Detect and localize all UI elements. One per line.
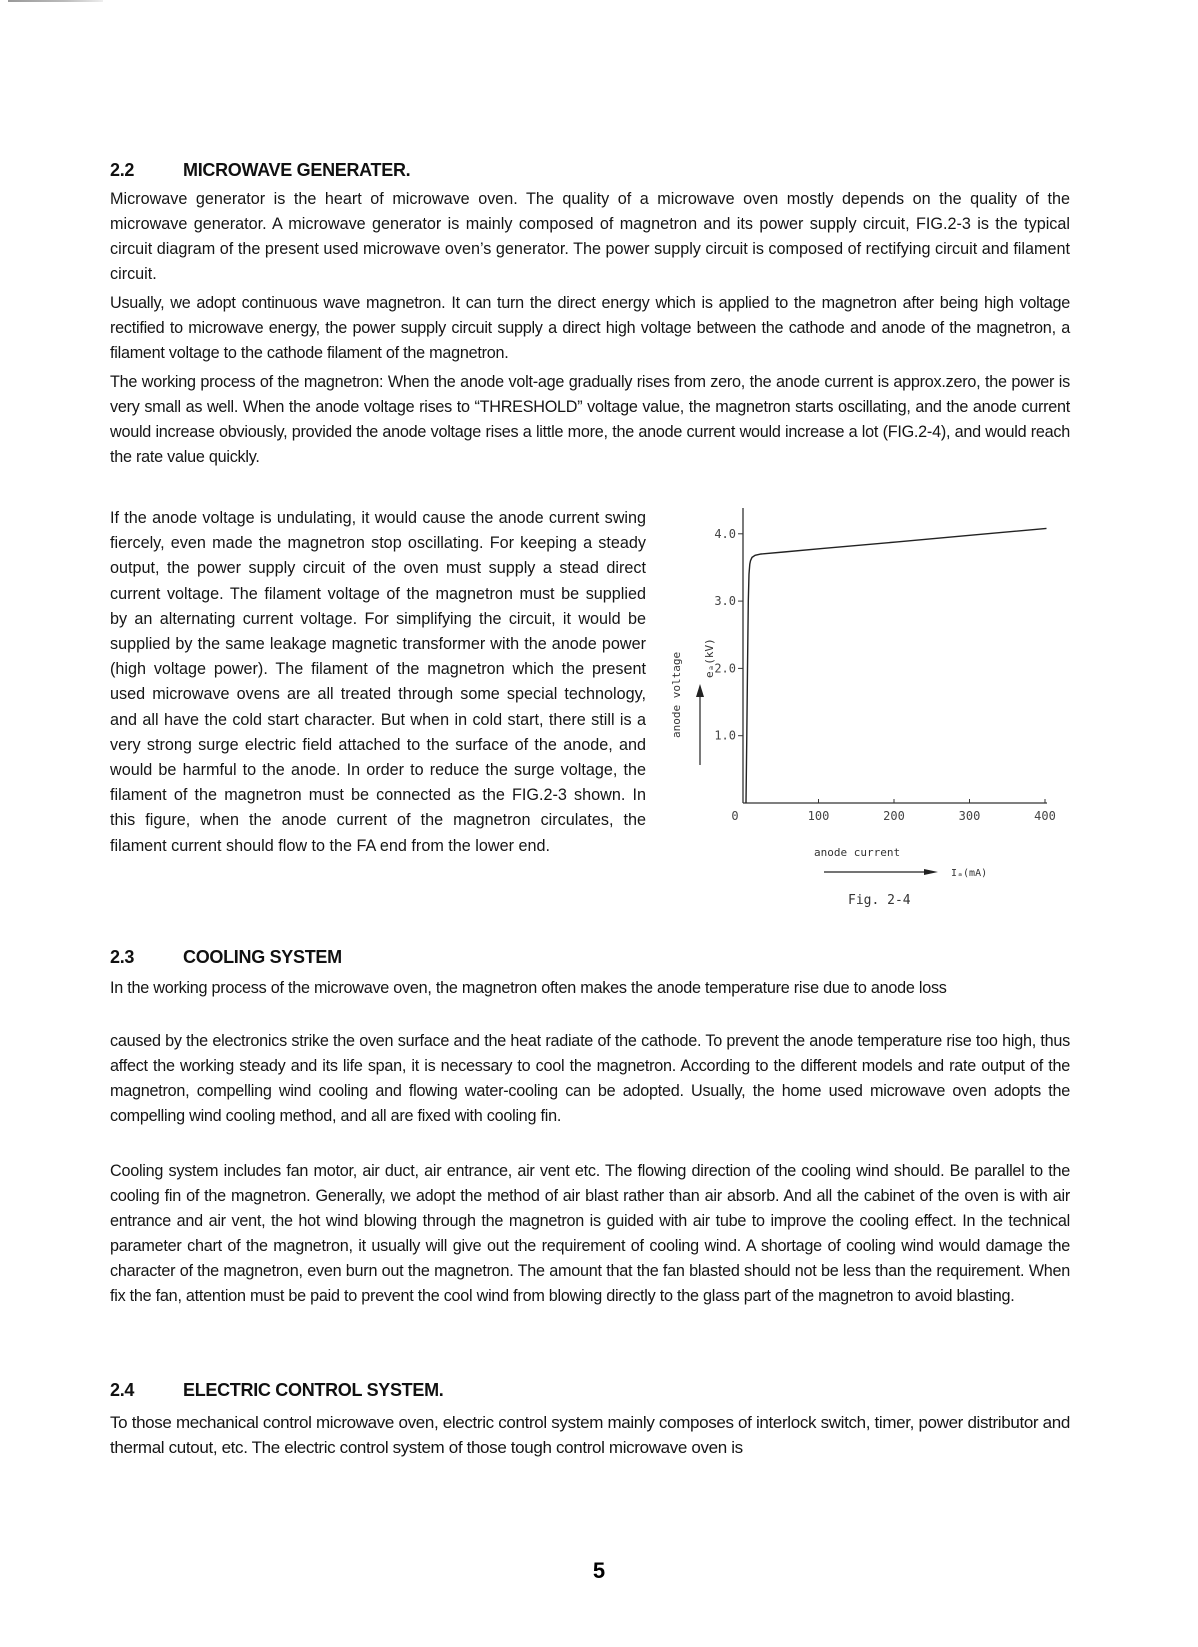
scan-artifact — [8, 0, 103, 2]
section-number: 2.4 — [110, 1380, 135, 1400]
y-axis-unit: eₐ(kV) — [703, 638, 716, 678]
section-heading-2-3 — [110, 947, 342, 968]
chart-series-line — [746, 528, 1047, 803]
x-tick-label: 100 — [807, 809, 830, 823]
x-tick-label: 0 — [731, 809, 739, 823]
paragraph: Microwave generator is the heart of microwave oven. The quality of a microwave oven mostly depends on the quality of the microwave generator. A microwave generator is mainly composed of magnetron and its power supply circuit, FIG.2-3 is the typical circuit diagram of the present used microwave oven’s generator. The power supply circuit is composed of rectifying circuit and filament circuit. — [110, 190, 1070, 283]
figure-2-4-chart — [660, 500, 1060, 920]
y-tick-label: 2.0 — [714, 661, 736, 676]
y-tick-label: 4.0 — [714, 526, 736, 541]
y-axis-arrow-head — [696, 684, 704, 697]
figure-caption: Fig. 2-4 — [848, 893, 911, 908]
section-heading-2-2 — [110, 160, 410, 181]
paragraph: caused by the electronics strike the oven surface and the heat radiate of the cathode. To prevent the anode temperature rise too high, thus affect the working steady and its life span, it is necessary to cool the magnetron. According to the different models and rate output of the magnetron, compelling wind cooling and flowing water-cooling can be adopted. Usually, the home used microwave oven adopts the compelling wind cooling method, and all are fixed with cooling fin. — [110, 1032, 1070, 1125]
x-axis-arrow-head — [924, 869, 938, 875]
x-tick-label: 300 — [958, 809, 981, 823]
paragraph: To those mechanical control microwave oven, electric control system mainly composes of interlock switch, timer, power distributor and thermal cutout, etc. The electric control system of those tough control microwave oven is — [110, 1413, 1070, 1457]
paragraph: Cooling system includes fan motor, air duct, air entrance, air vent etc. The flowing direction of the cooling wind should. Be parallel to the cooling fin of the magnetron. Generally, we adopt the method of air blast rather than air absorb. And all the cabinet of the oven is with air entrance and air vent, the hot wind blowing through the magnetron is guided with air tube to improve the cooling effect. In the technical parameter chart of the magnetron, it usually will give out the requirement of cooling wind. A shortage of cooling wind would damage the character of the magnetron, even burn out the magnetron. The amount that the fan blasted should not be less than the requirement. When fix the fan, attention must be paid to prevent the cool wind from blowing directly to the glass part of the magnetron to avoid blasting. — [110, 1162, 1070, 1305]
section-heading-2-4 — [110, 1380, 443, 1401]
section-number: 2.3 — [110, 947, 135, 967]
y-axis-label: anode voltage — [670, 651, 683, 738]
section-title: ELECTRIC CONTROL SYSTEM. — [183, 1380, 444, 1400]
y-tick-label: 1.0 — [714, 728, 736, 743]
section-number: 2.2 — [110, 160, 135, 180]
paragraph: In the working process of the microwave oven, the magnetron often makes the anode temperature rise due to anode loss — [110, 979, 947, 997]
section-title: COOLING SYSTEM — [183, 947, 342, 967]
page-number: 5 — [592, 1558, 606, 1583]
y-tick-label: 3.0 — [714, 594, 736, 609]
x-axis-label: anode current — [814, 846, 901, 859]
section-title: MICROWAVE GENERATER. — [183, 160, 411, 180]
x-tick-label: 200 — [883, 809, 905, 823]
x-axis-unit: Iₐ(mA) — [951, 868, 988, 879]
paragraph: The working process of the magnetron: When the anode volt-age gradually rises from zero, the anode current is approx.zero, the power is very small as well. When the anode voltage rises to “THRESHOLD” voltage value, the magnetron starts oscillating, and the anode current would increase obviously, provided the anode voltage rises a little more, the anode current would increase a lot (FIG.2-4), and would reach the rate value quickly. — [110, 373, 1070, 466]
paragraph: Usually, we adopt continuous wave magnetron. It can turn the direct energy which is applied to the magnetron after being high voltage rectified to microwave energy, the power supply circuit supply a direct high voltage between the cathode and anode of the magnetron, a filament voltage to the cathode filament of the magnetron. — [110, 294, 1070, 362]
y-ticks — [714, 527, 743, 743]
paragraph: If the anode voltage is undulating, it would cause the anode current swing fiercely, even made the magnetron stop oscillating. For keeping a steady output, the power supply circuit of the oven must supply a stead direct current voltage. The filament voltage of the magnetron must be supplied by an alternating current voltage. For simplifying the circuit, it would be supplied by the same leakage magnetic transformer with the anode power (high voltage power). The filament of the magnetron which the present used microwave ovens are all treated through some special technology, and all have the cold start character. But when in cold start, there still is a very strong surge electric field attached to the surface of the anode, and would be harmful to the anode. In order to reduce the surge voltage, the filament of the magnetron must be connected as the FIG.2-3 shown. In this figure, when the anode current of the magnetron circulates, the filament current should flow to the FA end from the lower end. — [110, 509, 646, 855]
x-tick-label: 400 — [1034, 809, 1056, 823]
